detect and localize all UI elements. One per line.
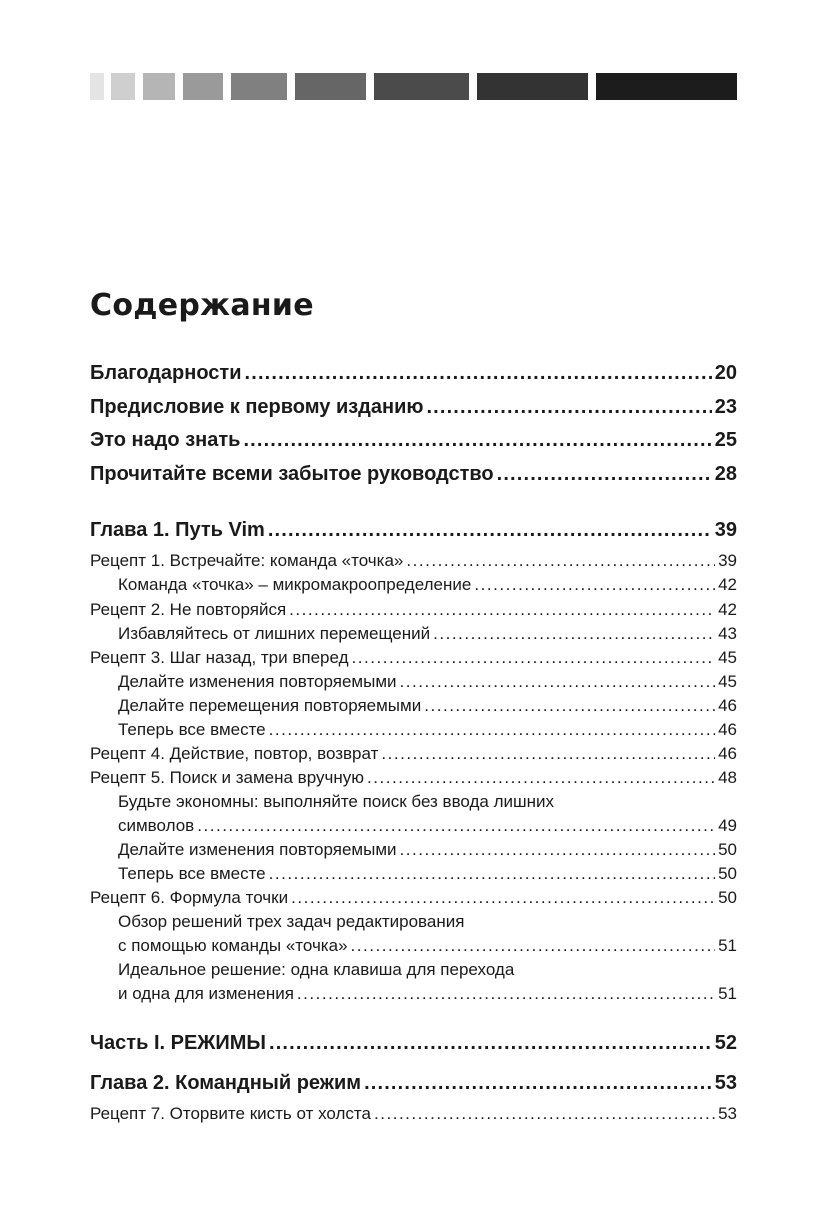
toc-entry-label: Это надо знать (90, 429, 241, 451)
toc-entry-recipe[interactable] (90, 648, 737, 668)
toc-entry-section[interactable] (90, 672, 737, 692)
toc-entry-page: 52 (714, 1032, 737, 1054)
header-bar-1 (90, 73, 104, 100)
header-bar-8 (477, 73, 588, 100)
header-decoration (0, 73, 827, 100)
toc-entry-page: 39 (718, 551, 737, 570)
toc-entry-page: 46 (718, 696, 737, 715)
toc-entry-page: 51 (718, 936, 737, 955)
header-bar-2 (111, 73, 135, 100)
toc-entry-label: Глава 2. Командный режим (90, 1072, 362, 1094)
toc-entry-recipe[interactable] (90, 888, 737, 908)
toc-entry-page: 50 (718, 864, 737, 883)
header-bar-6 (295, 73, 366, 100)
toc-entry-recipe[interactable] (90, 600, 737, 620)
toc-entry-label: Прочитайте всеми забытое руководство (90, 463, 494, 485)
toc-entry-label: Теперь все вместе (118, 864, 266, 883)
toc-entry-label: Рецепт 6. Формула точки (90, 888, 289, 907)
header-bar-7 (374, 73, 469, 100)
toc-entry-page: 42 (718, 600, 737, 619)
toc-entry-page: 50 (718, 888, 737, 907)
toc-entry-page: 45 (718, 672, 737, 691)
toc-entry-recipe[interactable] (90, 1104, 737, 1124)
toc-entry-page: 20 (714, 362, 737, 384)
toc-entry-section[interactable] (90, 720, 737, 740)
toc-entry-recipe[interactable] (90, 768, 737, 788)
toc-entry-section[interactable] (90, 984, 737, 1004)
toc-entry-label: Рецепт 4. Действие, повтор, возврат (90, 744, 379, 763)
toc-entry-section[interactable] (90, 864, 737, 884)
toc-chapter-heading[interactable] (90, 519, 737, 542)
toc-entry-label: Благодарности (90, 362, 242, 384)
toc-entry-label: Рецепт 2. Не повторяйся (90, 600, 287, 619)
toc-entry-page: 46 (718, 744, 737, 763)
toc-entry-label: Делайте перемещения повторяемыми (118, 696, 422, 715)
toc-entry-label: Часть I. РЕЖИМЫ (90, 1032, 266, 1054)
toc-entry-label-line1[interactable]: Обзор решений трех задач редактирования (118, 912, 465, 931)
toc-entry-label: Рецепт 3. Шаг назад, три вперед (90, 648, 349, 667)
header-bar-9 (596, 73, 737, 100)
toc-entry-label: Теперь все вместе (118, 720, 266, 739)
toc-entry-page: 46 (718, 720, 737, 739)
toc-entry-page: 23 (714, 396, 737, 418)
toc-entry-recipe[interactable] (90, 744, 737, 764)
toc-entry-section[interactable] (90, 816, 737, 836)
toc-entry-label: Делайте изменения повторяемыми (118, 672, 397, 691)
toc-entry-page: 48 (718, 768, 737, 787)
page-title: Содержание (90, 288, 314, 323)
toc-entry-front[interactable] (90, 463, 737, 486)
toc-chapter-heading[interactable] (90, 1072, 737, 1095)
toc-entry-recipe[interactable] (90, 551, 737, 571)
toc-entry-label: и одна для изменения (118, 984, 294, 1003)
toc-entry-label: Избавляйтесь от лишних перемещений (118, 624, 431, 643)
toc-entry-label: Рецепт 7. Оторвите кисть от холста (90, 1104, 371, 1123)
toc-entry-section[interactable] (90, 936, 737, 956)
toc-entry-front[interactable] (90, 396, 737, 419)
toc-entry-section[interactable] (90, 840, 737, 860)
toc-entry-label: Команда «точка» – микромакроопределение (118, 575, 472, 594)
header-bar-3 (143, 73, 175, 100)
header-bar-4 (183, 73, 223, 100)
header-bar-5 (231, 73, 287, 100)
toc-entry-page: 53 (714, 1072, 737, 1094)
toc-entry-page: 45 (718, 648, 737, 667)
toc-entry-section[interactable] (90, 696, 737, 716)
toc-entry-page: 53 (718, 1104, 737, 1123)
toc-entry-label: Рецепт 5. Поиск и замена вручную (90, 768, 364, 787)
toc-entry-page: 43 (718, 624, 737, 643)
toc-entry-label: Глава 1. Путь Vim (90, 519, 265, 541)
toc-part-heading[interactable] (90, 1032, 737, 1055)
toc-entry-front[interactable] (90, 362, 737, 385)
toc-entry-label: Делайте изменения повторяемыми (118, 840, 397, 859)
toc-entry-label: Рецепт 1. Встречайте: команда «точка» (90, 551, 404, 570)
toc-entry-label: с помощью команды «точка» (118, 936, 348, 955)
toc-entry-page: 42 (718, 575, 737, 594)
toc-entry-label-line1[interactable]: Идеальное решение: одна клавиша для перехода (118, 960, 515, 979)
toc-entry-front[interactable] (90, 429, 737, 452)
toc-entry-label: Предисловие к первому изданию (90, 396, 424, 418)
toc-entry-page: 51 (718, 984, 737, 1003)
toc-entry-label: символов (118, 816, 195, 835)
toc-entry-section[interactable] (90, 624, 737, 644)
toc-entry-label-line1[interactable]: Будьте экономны: выполняйте поиск без ввода лишних (118, 792, 555, 811)
toc-entry-section[interactable] (90, 575, 737, 595)
toc-entry-page: 39 (714, 519, 737, 541)
toc-entry-page: 28 (714, 463, 737, 485)
toc-entry-page: 25 (714, 429, 737, 451)
toc-entry-page: 49 (718, 816, 737, 835)
toc-entry-page: 50 (718, 840, 737, 859)
